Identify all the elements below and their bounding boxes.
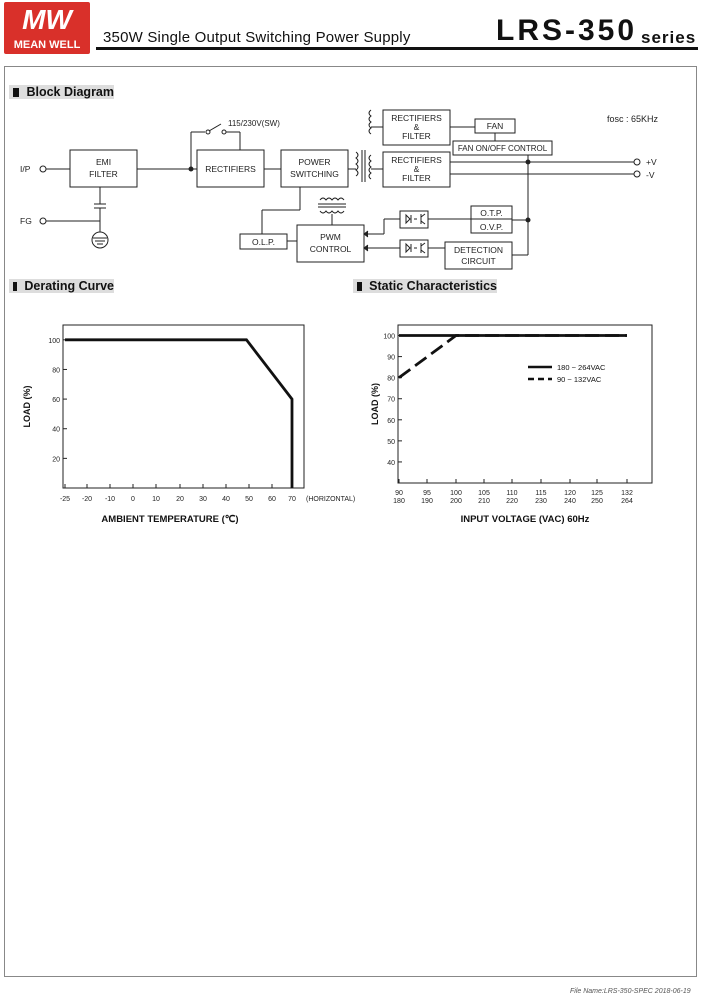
x-tick-label-low: 125 (591, 490, 603, 497)
y-tick-label: 100 (48, 337, 60, 345)
x-tick-label-low: 90 (395, 490, 403, 497)
x-tick-label: 70 (288, 496, 296, 503)
output-plus-terminal-icon (634, 159, 640, 165)
x-tick-label: -25 (59, 496, 71, 503)
ovp-label: O.V.P. (479, 222, 504, 232)
section-static-characteristics (353, 279, 497, 293)
x-tick-label: 50 (245, 496, 253, 503)
pwm-label-2: CONTROL (309, 244, 352, 254)
x-tick-label-high: 210 (478, 498, 490, 505)
optocoupler-icon (400, 211, 428, 228)
model-name: LRS-350 (496, 14, 638, 47)
rf-main-label-2: & (413, 164, 420, 174)
output-minus-label: -V (646, 170, 655, 180)
header-rule (96, 47, 698, 50)
ground-icon (92, 232, 108, 248)
x-tick-label: -20 (81, 496, 93, 503)
fan-control-label: FAN ON/OFF CONTROL (457, 144, 548, 153)
y-tick-label: 20 (52, 456, 60, 464)
switch-icon (206, 124, 226, 134)
x-axis-title: AMBIENT TEMPERATURE (℃) (101, 514, 239, 525)
output-plus-label: +V (646, 157, 657, 167)
rf-top-label-3: FILTER (402, 131, 431, 141)
detection-label-2: CIRCUIT (461, 256, 496, 266)
y-tick-label: 60 (387, 417, 395, 425)
section-title: Block Diagram (26, 85, 114, 99)
x-tick-label-high: 230 (535, 498, 547, 505)
logo-mark: MW (22, 4, 72, 35)
file-name-note: File Name:LRS-350-SPEC 2018-06-19 (570, 988, 691, 995)
x-tick-label-high: 200 (450, 498, 462, 505)
x-tick-label-low: 95 (423, 490, 431, 497)
x-tick-label-high: 220 (506, 498, 518, 505)
fg-terminal-icon (40, 218, 46, 224)
x-tick-label-high: 190 (421, 498, 433, 505)
logo-wordmark: MEAN WELL (13, 39, 81, 51)
rf-top-label-2: & (413, 122, 420, 132)
otp-label: O.T.P. (480, 208, 503, 218)
x-tick-label: 30 (199, 496, 207, 503)
fan-label: FAN (486, 121, 504, 131)
y-tick-label: 50 (387, 438, 395, 446)
power-switching-label-2: SWITCHING (290, 169, 339, 179)
x-tick-label-high: 240 (564, 498, 576, 505)
x-tick-label: 20 (176, 496, 184, 503)
power-switching-label-1: POWER (298, 157, 331, 167)
rf-top-label-1: RECTIFIERS (391, 113, 442, 123)
x-tick-label-low: 110 (506, 490, 518, 497)
x-tick-label: 60 (268, 496, 276, 503)
olp-label: O.L.P. (252, 237, 275, 247)
x-tick-label-low: 100 (450, 490, 462, 497)
section-bullet-icon (13, 282, 17, 291)
x-tick-label: -10 (104, 496, 116, 503)
x-tick-label: 0 (131, 496, 135, 503)
y-tick-label: 100 (383, 333, 395, 341)
derating-series-line (65, 340, 292, 488)
y-tick-label: 80 (52, 367, 60, 375)
x-axis-note: (HORIZONTAL) (306, 496, 356, 503)
y-tick-label: 70 (387, 396, 395, 404)
y-tick-label: 40 (52, 426, 60, 434)
transformer-icon (356, 110, 371, 182)
y-tick-label: 80 (387, 375, 395, 383)
switch-label: 115/230V(SW) (228, 119, 280, 128)
x-axis-title: INPUT VOLTAGE (VAC) 60Hz (460, 514, 590, 525)
document-subtitle: 350W Single Output Switching Power Supply (103, 29, 411, 46)
detection-label-1: DETECTION (453, 245, 504, 255)
x-tick-label-low: 120 (564, 490, 576, 497)
block-diagram (0, 100, 701, 275)
x-tick-label: 10 (152, 496, 160, 503)
pwm-transformer-icon (318, 198, 346, 213)
input-label: I/P (20, 164, 31, 174)
pwm-label-1: PWM (320, 232, 341, 242)
section-title: Derating Curve (24, 279, 114, 293)
y-tick-label: 60 (52, 397, 60, 405)
x-tick-label-high: 264 (621, 498, 633, 505)
y-axis-title: LOAD (%) (22, 385, 32, 428)
emi-filter-label-1: EMI (95, 157, 112, 167)
x-tick-label: 40 (222, 496, 230, 503)
section-block-diagram (9, 85, 114, 99)
emi-filter-label-2: FILTER (89, 169, 118, 179)
y-tick-label: 90 (387, 354, 395, 362)
mean-well-logo (4, 2, 90, 54)
fosc-label: fosc : 65KHz (607, 114, 659, 124)
rectifiers-label: RECTIFIERS (205, 164, 256, 174)
optocoupler-icon (400, 240, 428, 257)
y-axis-title: LOAD (%) (370, 383, 380, 425)
x-tick-label-high: 180 (393, 498, 405, 505)
output-minus-terminal-icon (634, 171, 640, 177)
fg-label: FG (20, 216, 32, 226)
static-characteristics-chart (345, 300, 700, 540)
input-terminal-icon (40, 166, 46, 172)
x-tick-label-low: 105 (478, 490, 490, 497)
legend-label: 180 ~ 264VAC (557, 363, 606, 372)
series-label: series (641, 28, 697, 47)
section-derating-curve (9, 279, 114, 293)
x-tick-label-low: 132 (621, 490, 633, 497)
legend-label: 90 ~ 132VAC (557, 375, 602, 384)
section-bullet-icon (357, 282, 362, 291)
section-bullet-icon (13, 88, 19, 97)
plot-frame (63, 325, 304, 488)
x-tick-label-high: 250 (591, 498, 603, 505)
x-tick-label-low: 115 (535, 490, 547, 497)
rf-main-label-1: RECTIFIERS (391, 155, 442, 165)
derating-curve-chart (0, 300, 360, 540)
rf-main-label-3: FILTER (402, 173, 431, 183)
y-tick-label: 40 (387, 459, 395, 467)
section-title: Static Characteristics (369, 279, 497, 293)
